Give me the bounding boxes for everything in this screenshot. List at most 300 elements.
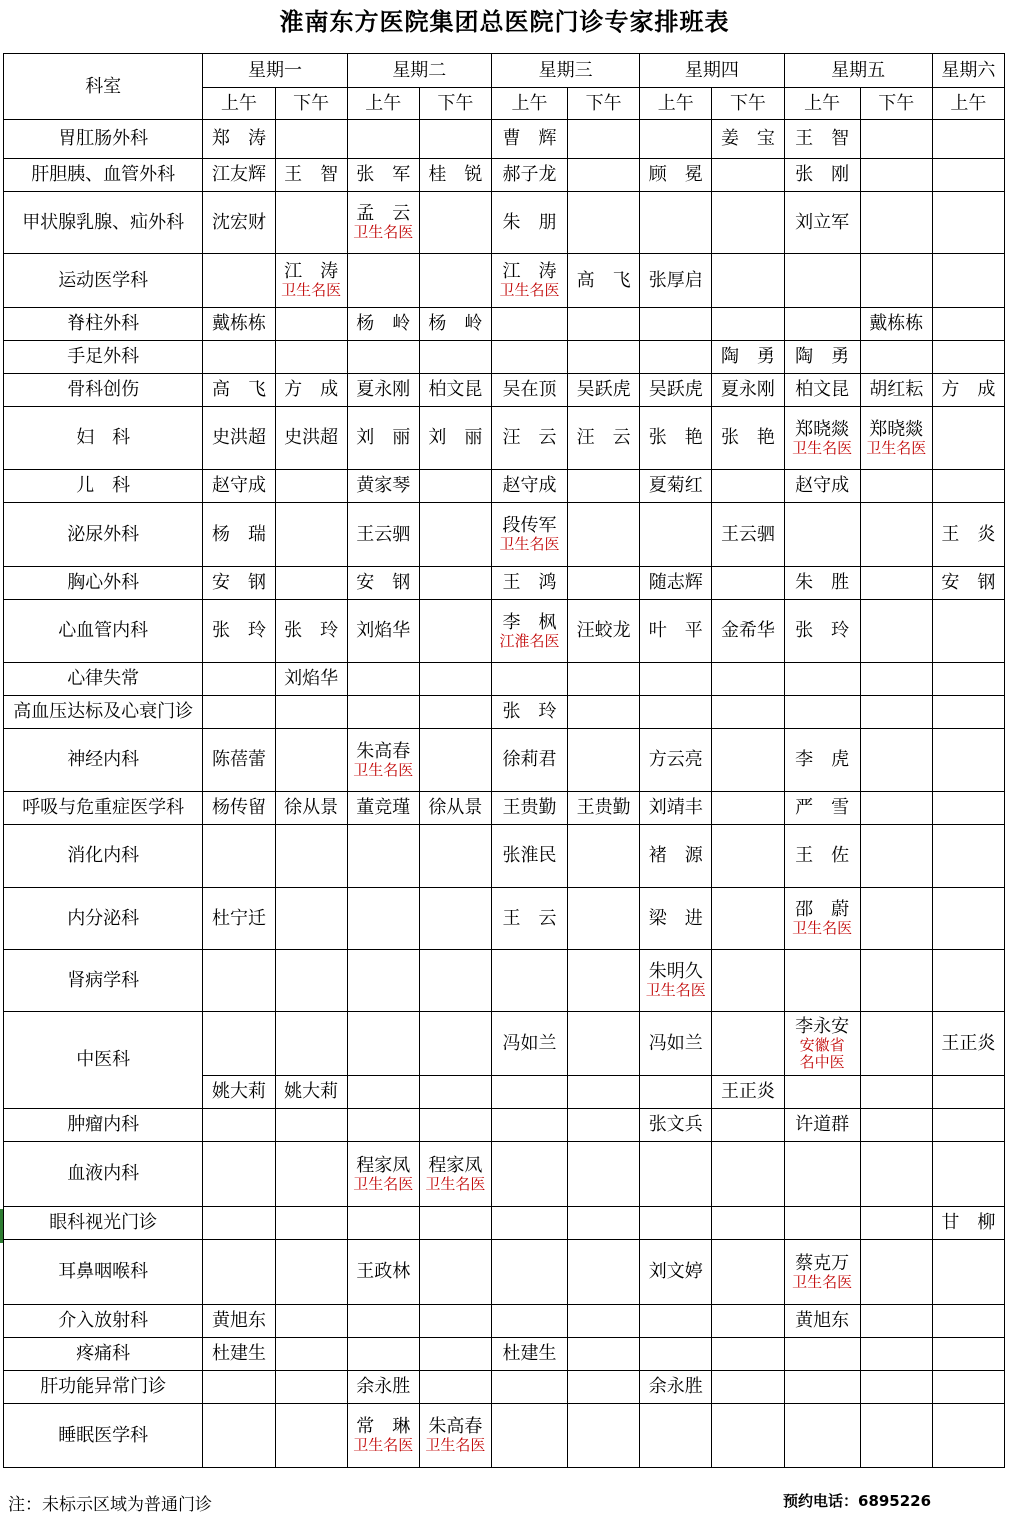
schedule-cell — [347, 825, 419, 888]
schedule-cell — [860, 374, 932, 407]
schedule-cell — [860, 308, 932, 341]
dept-name: 耳鼻咽喉科 — [4, 1240, 203, 1305]
schedule-cell — [784, 600, 860, 663]
doctor-name: 徐从景 — [284, 797, 339, 818]
schedule-cell — [712, 308, 784, 341]
schedule-cell — [860, 1371, 932, 1404]
honor-title: 安徽省 — [799, 1035, 845, 1054]
table-row — [4, 120, 1005, 159]
schedule-cell — [784, 825, 860, 888]
doctor-name: 徐从景 — [428, 797, 483, 818]
schedule-cell — [275, 696, 347, 729]
schedule-cell — [860, 950, 932, 1012]
schedule-cell — [568, 470, 640, 503]
doctor-name: 孟 云 — [356, 203, 411, 224]
doctor-name: 沈宏财 — [211, 211, 266, 233]
schedule-cell — [419, 254, 491, 308]
doctor-name: 柏文昆 — [795, 379, 850, 400]
schedule-cell — [932, 600, 1004, 663]
schedule-cell — [491, 1338, 567, 1371]
schedule-cell — [784, 407, 860, 470]
doctor-name: 夏永刚 — [356, 379, 411, 400]
honor-title: 名中医 — [799, 1052, 845, 1071]
day-header-sat: 星期六 — [932, 54, 1004, 88]
schedule-cell — [712, 663, 784, 696]
doctor-name: 王 炎 — [941, 523, 996, 545]
pm-header: 下午 — [419, 88, 491, 120]
schedule-cell — [784, 663, 860, 696]
table-row — [4, 792, 1005, 825]
table-row — [4, 1305, 1005, 1338]
schedule-cell — [203, 254, 275, 308]
doctor-name: 严 雪 — [795, 797, 850, 818]
schedule-cell — [203, 308, 275, 341]
schedule-cell — [640, 1404, 712, 1468]
schedule-cell — [275, 663, 347, 696]
schedule-cell — [347, 192, 419, 254]
doctor-name: 杨 岭 — [428, 313, 483, 334]
doctor-name: 安 钢 — [941, 572, 996, 593]
schedule-cell — [640, 470, 712, 503]
doctor-name: 王 佐 — [795, 845, 850, 866]
schedule-cell — [932, 407, 1004, 470]
honor-title: 卫生名医 — [645, 981, 706, 999]
booking-phone: 预约电话：6895226 — [783, 1492, 932, 1510]
schedule-cell — [568, 407, 640, 470]
schedule-cell — [347, 792, 419, 825]
doctor-name: 江 涛 — [284, 261, 339, 282]
schedule-cell — [491, 1404, 567, 1468]
schedule-cell — [640, 1012, 712, 1076]
schedule-cell — [712, 503, 784, 567]
am-header: 上午 — [932, 88, 1004, 120]
schedule-cell — [275, 1012, 347, 1076]
am-header: 上午 — [784, 88, 860, 120]
table-row — [4, 950, 1005, 1012]
dept-name: 神经内科 — [4, 729, 203, 792]
schedule-cell — [491, 729, 567, 792]
doctor-name: 王 智 — [284, 164, 339, 185]
schedule-cell — [203, 1076, 275, 1109]
schedule-cell — [932, 1109, 1004, 1142]
schedule-cell — [640, 1338, 712, 1371]
schedule-cell — [860, 825, 932, 888]
doctor-name: 朱明久 — [648, 961, 703, 982]
doctor-name: 柏文昆 — [428, 379, 483, 400]
honor-title: 卫生名医 — [353, 1436, 414, 1454]
schedule-cell — [860, 120, 932, 159]
schedule-cell — [784, 567, 860, 600]
schedule-cell — [347, 1109, 419, 1142]
schedule-cell — [784, 192, 860, 254]
schedule-cell — [860, 341, 932, 374]
doctor-name: 高 飞 — [211, 379, 266, 400]
dept-name: 胸心外科 — [4, 567, 203, 600]
doctor-name: 戴栋栋 — [869, 313, 924, 334]
dept-name: 介入放射科 — [4, 1305, 203, 1338]
doctor-name: 徐莉君 — [502, 749, 557, 770]
schedule-cell — [491, 374, 567, 407]
doctor-name: 王云驷 — [356, 523, 411, 545]
schedule-cell — [419, 192, 491, 254]
schedule-cell — [860, 1207, 932, 1240]
schedule-cell — [203, 192, 275, 254]
doctor-name: 李 枫 — [502, 611, 557, 633]
schedule-cell — [712, 1109, 784, 1142]
schedule-cell — [419, 308, 491, 341]
schedule-cell — [275, 192, 347, 254]
pm-header: 下午 — [568, 88, 640, 120]
table-row — [4, 503, 1005, 567]
dept-name: 血液内科 — [4, 1142, 203, 1207]
schedule-cell — [932, 1012, 1004, 1076]
doctor-name: 梁 进 — [648, 907, 703, 929]
doctor-name: 郝子龙 — [502, 164, 557, 185]
schedule-cell — [932, 1338, 1004, 1371]
dept-name: 骨科创伤 — [4, 374, 203, 407]
doctor-name: 刘焰华 — [356, 620, 411, 641]
schedule-cell — [784, 888, 860, 950]
doctor-name: 黄旭东 — [795, 1310, 850, 1331]
table-row — [4, 567, 1005, 600]
schedule-cell — [784, 308, 860, 341]
honor-title: 卫生名医 — [866, 438, 927, 457]
dept-name: 肾病学科 — [4, 950, 203, 1012]
schedule-cell — [784, 1240, 860, 1305]
doctor-name: 王政林 — [356, 1261, 411, 1282]
dept-name: 眼科视光门诊 — [4, 1207, 203, 1240]
schedule-cell — [419, 470, 491, 503]
schedule-cell — [860, 1142, 932, 1207]
schedule-cell — [932, 374, 1004, 407]
doctor-name: 张 玲 — [502, 701, 557, 722]
schedule-cell — [640, 567, 712, 600]
schedule-cell — [860, 1012, 932, 1076]
schedule-cell — [784, 341, 860, 374]
doctor-name: 方云亮 — [648, 749, 703, 770]
schedule-cell — [932, 1207, 1004, 1240]
schedule-cell — [491, 696, 567, 729]
schedule-cell — [491, 1305, 567, 1338]
schedule-cell — [347, 1305, 419, 1338]
doctor-name: 朱 朋 — [502, 211, 557, 233]
schedule-cell — [275, 1207, 347, 1240]
schedule-cell — [784, 503, 860, 567]
schedule-cell — [347, 600, 419, 663]
schedule-cell — [568, 159, 640, 192]
schedule-cell — [860, 600, 932, 663]
schedule-cell — [784, 696, 860, 729]
doctor-name: 汪 云 — [576, 427, 631, 448]
schedule-cell — [712, 1240, 784, 1305]
schedule-cell — [491, 1012, 567, 1076]
schedule-cell — [640, 1109, 712, 1142]
schedule-cell — [275, 1338, 347, 1371]
schedule-cell — [275, 374, 347, 407]
table-row — [4, 1142, 1005, 1207]
schedule-cell — [568, 1240, 640, 1305]
schedule-cell — [203, 792, 275, 825]
schedule-cell — [712, 159, 784, 192]
schedule-cell — [568, 950, 640, 1012]
schedule-cell — [932, 1404, 1004, 1468]
schedule-cell — [784, 792, 860, 825]
dept-name: 呼吸与危重症医学科 — [4, 792, 203, 825]
schedule-cell — [784, 1207, 860, 1240]
schedule-cell — [275, 407, 347, 470]
footer-note: 注：未标示区域为普通门诊 — [8, 1495, 212, 1515]
schedule-cell — [275, 600, 347, 663]
schedule-cell — [860, 1305, 932, 1338]
schedule-cell — [203, 888, 275, 950]
schedule-cell — [347, 470, 419, 503]
schedule-cell — [860, 1109, 932, 1142]
schedule-cell — [275, 567, 347, 600]
dept-name: 中医科 — [4, 1012, 203, 1109]
schedule-cell — [932, 120, 1004, 159]
schedule-cell — [860, 663, 932, 696]
schedule-cell — [419, 1109, 491, 1142]
schedule-cell — [568, 888, 640, 950]
am-header: 上午 — [640, 88, 712, 120]
schedule-cell — [419, 407, 491, 470]
schedule-cell — [784, 1012, 860, 1076]
doctor-name: 赵守成 — [502, 475, 557, 496]
doctor-name: 朱 胜 — [795, 572, 850, 593]
doctor-name: 王贵勤 — [576, 797, 631, 818]
schedule-cell — [203, 159, 275, 192]
schedule-cell — [491, 950, 567, 1012]
schedule-cell — [640, 159, 712, 192]
honor-title: 卫生名医 — [281, 281, 342, 299]
doctor-name: 黄旭东 — [211, 1310, 266, 1331]
schedule-cell — [640, 254, 712, 308]
schedule-cell — [419, 600, 491, 663]
doctor-name: 戴栋栋 — [211, 313, 266, 334]
honor-title: 卫生名医 — [792, 919, 853, 937]
schedule-cell — [712, 600, 784, 663]
schedule-cell — [860, 192, 932, 254]
doctor-name: 随志辉 — [648, 572, 703, 593]
schedule-cell — [568, 192, 640, 254]
schedule-cell — [932, 159, 1004, 192]
doctor-name: 冯如兰 — [502, 1032, 557, 1054]
schedule-cell — [568, 374, 640, 407]
schedule-cell — [640, 192, 712, 254]
schedule-cell — [203, 1142, 275, 1207]
schedule-cell — [640, 120, 712, 159]
schedule-cell — [275, 729, 347, 792]
schedule-cell — [419, 1305, 491, 1338]
schedule-cell — [419, 1240, 491, 1305]
table-row — [4, 308, 1005, 341]
schedule-cell — [275, 308, 347, 341]
schedule-cell — [275, 341, 347, 374]
schedule-cell — [419, 825, 491, 888]
table-row — [4, 1012, 1005, 1076]
schedule-cell — [860, 567, 932, 600]
dept-name: 脊柱外科 — [4, 308, 203, 341]
table-row — [4, 470, 1005, 503]
schedule-cell — [860, 159, 932, 192]
schedule-cell — [347, 1371, 419, 1404]
doctor-name: 刘焰华 — [284, 668, 339, 689]
schedule-cell — [347, 159, 419, 192]
schedule-cell — [640, 1305, 712, 1338]
doctor-name: 吴跃虎 — [648, 379, 703, 400]
schedule-cell — [203, 825, 275, 888]
schedule-cell — [784, 374, 860, 407]
schedule-cell — [568, 1142, 640, 1207]
schedule-cell — [932, 308, 1004, 341]
schedule-cell — [568, 1404, 640, 1468]
schedule-cell — [203, 1338, 275, 1371]
table-row — [4, 825, 1005, 888]
doctor-name: 李永安 — [795, 1015, 850, 1037]
doctor-name: 史洪超 — [284, 427, 339, 448]
schedule-cell — [640, 792, 712, 825]
schedule-cell — [491, 1076, 567, 1109]
schedule-cell — [419, 1404, 491, 1468]
schedule-cell — [932, 341, 1004, 374]
schedule-cell — [568, 825, 640, 888]
schedule-cell — [491, 341, 567, 374]
schedule-cell — [712, 825, 784, 888]
schedule-cell — [568, 1371, 640, 1404]
schedule-cell — [491, 792, 567, 825]
doctor-name: 张 玲 — [211, 620, 266, 641]
schedule-cell — [784, 1305, 860, 1338]
schedule-cell — [784, 1404, 860, 1468]
table-row — [4, 1404, 1005, 1468]
schedule-cell — [568, 567, 640, 600]
schedule-cell — [640, 696, 712, 729]
doctor-name: 朱高春 — [428, 1416, 483, 1437]
schedule-cell — [491, 1142, 567, 1207]
doctor-name: 江友辉 — [211, 164, 266, 185]
day-header-thu: 星期四 — [640, 54, 784, 88]
schedule-cell — [712, 696, 784, 729]
schedule-cell — [203, 729, 275, 792]
schedule-cell — [275, 120, 347, 159]
pm-header: 下午 — [860, 88, 932, 120]
doctor-name: 高 飞 — [576, 269, 631, 291]
schedule-cell — [640, 407, 712, 470]
schedule-cell — [491, 470, 567, 503]
schedule-cell — [568, 1305, 640, 1338]
schedule-cell — [419, 1012, 491, 1076]
schedule-cell — [932, 1076, 1004, 1109]
doctor-name: 胡红耘 — [869, 379, 924, 400]
schedule-cell — [568, 1109, 640, 1142]
schedule-cell — [712, 950, 784, 1012]
schedule-cell — [568, 120, 640, 159]
table-row — [4, 888, 1005, 950]
doctor-name: 张 艳 — [648, 427, 703, 448]
schedule-cell — [491, 192, 567, 254]
schedule-cell — [932, 503, 1004, 567]
schedule-cell — [568, 308, 640, 341]
doctor-name: 姚大莉 — [284, 1081, 339, 1102]
schedule-cell — [203, 503, 275, 567]
schedule-cell — [419, 567, 491, 600]
dept-name: 胃肛肠外科 — [4, 120, 203, 159]
table-row — [4, 600, 1005, 663]
schedule-cell — [712, 470, 784, 503]
page-title: 淮南东方医院集团总医院门诊专家排班表 — [279, 8, 730, 36]
schedule-cell — [347, 663, 419, 696]
schedule-cell — [419, 1076, 491, 1109]
schedule-cell — [640, 600, 712, 663]
schedule-cell — [491, 254, 567, 308]
dept-name: 肝功能异常门诊 — [4, 1371, 203, 1404]
schedule-cell — [932, 825, 1004, 888]
schedule-cell — [568, 1076, 640, 1109]
schedule-cell — [275, 470, 347, 503]
honor-title: 卫生名医 — [353, 223, 414, 241]
schedule-cell — [568, 1207, 640, 1240]
schedule-cell — [860, 1404, 932, 1468]
schedule-cell — [275, 1371, 347, 1404]
table-row — [4, 696, 1005, 729]
schedule-cell — [640, 503, 712, 567]
dept-name: 手足外科 — [4, 341, 203, 374]
schedule-cell — [419, 729, 491, 792]
doctor-name: 余永胜 — [648, 1376, 703, 1397]
schedule-cell — [640, 341, 712, 374]
schedule-cell — [203, 567, 275, 600]
schedule-cell — [347, 1338, 419, 1371]
schedule-cell — [347, 1404, 419, 1468]
doctor-name: 张 玲 — [284, 620, 339, 641]
schedule-cell — [491, 600, 567, 663]
doctor-name: 褚 源 — [648, 845, 703, 866]
schedule-cell — [860, 729, 932, 792]
schedule-cell — [491, 159, 567, 192]
honor-title: 江淮名医 — [499, 631, 560, 650]
schedule-cell — [491, 308, 567, 341]
schedule-cell — [712, 374, 784, 407]
schedule-cell — [640, 1240, 712, 1305]
doctor-name: 郑晓燚 — [869, 418, 924, 440]
doctor-name: 刘 丽 — [356, 427, 411, 448]
schedule-cell — [275, 503, 347, 567]
schedule-cell — [784, 470, 860, 503]
schedule-cell — [491, 120, 567, 159]
dept-name: 运动医学科 — [4, 254, 203, 308]
schedule-cell — [932, 1240, 1004, 1305]
schedule-cell — [568, 1338, 640, 1371]
doctor-name: 刘立军 — [795, 211, 850, 233]
schedule-cell — [712, 792, 784, 825]
schedule-cell — [568, 792, 640, 825]
doctor-name: 王正炎 — [720, 1081, 775, 1102]
doctor-name: 顾 冕 — [648, 164, 703, 185]
schedule-cell — [568, 696, 640, 729]
doctor-name: 张 艳 — [720, 427, 775, 448]
schedule-cell — [860, 696, 932, 729]
schedule-cell — [347, 1142, 419, 1207]
doctor-name: 余永胜 — [356, 1376, 411, 1397]
doctor-name: 李 虎 — [795, 749, 850, 770]
dept-name: 肝胆胰、血管外科 — [4, 159, 203, 192]
schedule-cell — [568, 663, 640, 696]
doctor-name: 叶 平 — [648, 620, 703, 641]
schedule-cell — [712, 1076, 784, 1109]
table-row — [4, 254, 1005, 308]
schedule-cell — [640, 888, 712, 950]
schedule-cell — [203, 663, 275, 696]
